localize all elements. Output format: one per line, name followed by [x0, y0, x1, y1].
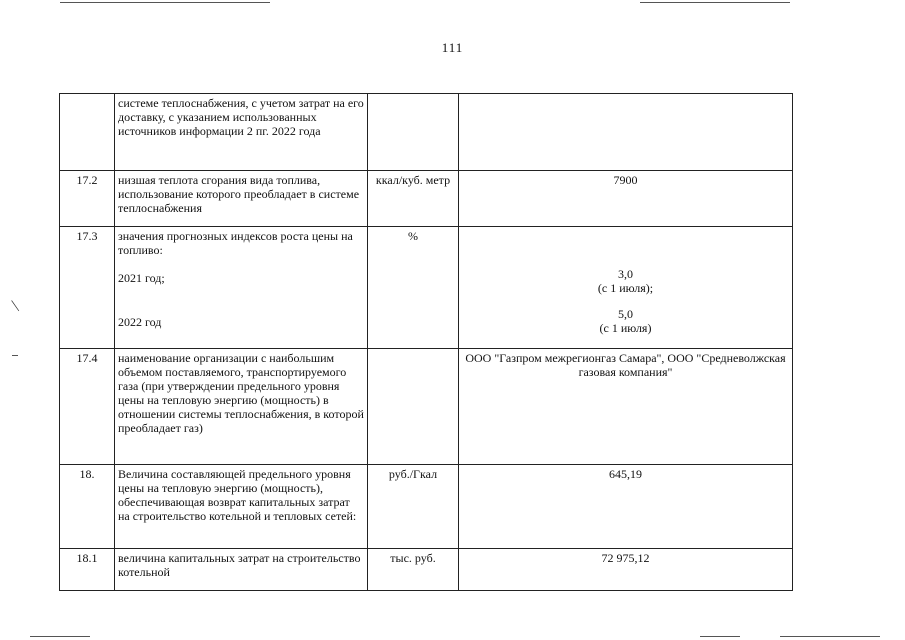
row-description: Величина составляющей предельного уровня цены на тепловую энергию (мощность), обеспечивающая возврат капитальных затрат на строительство котельной и тепловых сетей: [115, 465, 368, 549]
sub-item-note: (с 1 июля); [597, 281, 654, 295]
table-row [60, 349, 793, 465]
sub-item-value: 5,0 [618, 307, 633, 321]
row-unit [368, 349, 459, 465]
row-unit: руб./Гкал [368, 465, 459, 549]
row-number: 18. [60, 465, 115, 549]
row-description [115, 227, 368, 349]
row-number: 17.2 [60, 171, 115, 227]
page-number: 111 [441, 40, 464, 55]
row-value: 645,19 [459, 465, 793, 549]
row-number: 17.3 [60, 227, 115, 349]
row-description: низшая теплота сгорания вида топлива, использование которого преобладает в системе теплоснабжения [115, 171, 368, 227]
scan-artifact [60, 2, 270, 3]
row-number [60, 94, 115, 171]
row-value [459, 94, 793, 171]
scan-artifact: | [9, 298, 21, 313]
row-number: 18.1 [60, 549, 115, 591]
sub-item-value: 3,0 [618, 267, 633, 281]
table-row [60, 227, 793, 349]
table-row [60, 549, 793, 591]
row-unit [368, 94, 459, 171]
sub-item-note: (с 1 июля) [599, 321, 652, 335]
table-row [60, 94, 793, 171]
tariff-table [59, 93, 793, 591]
scan-artifact [700, 636, 740, 637]
sub-item-label: 2022 год [118, 315, 162, 329]
scan-artifact [30, 636, 90, 637]
sub-item-label: 2021 год; [118, 271, 165, 285]
scan-artifact [780, 636, 880, 637]
scan-artifact [12, 355, 18, 356]
row-description-text: значения прогнозных индексов роста цены на топливо: [118, 229, 353, 257]
row-number: 17.4 [60, 349, 115, 465]
row-value: 72 975,12 [459, 549, 793, 591]
row-value [459, 227, 793, 349]
row-unit: тыс. руб. [368, 549, 459, 591]
table-row [60, 171, 793, 227]
row-value: ООО "Газпром межрегионгаз Самара", ООО "Средневолжская газовая компания" [459, 349, 793, 465]
row-unit: % [368, 227, 459, 349]
row-unit: ккал/куб. метр [368, 171, 459, 227]
row-value: 7900 [459, 171, 793, 227]
row-description: величина капитальных затрат на строительство котельной [115, 549, 368, 591]
row-description: наименование организации с наибольшим объемом поставляемого, транспортируемого газа (при утверждении предельного уровня цены на тепловую энергию (мощность) в отношении системы теплоснабжения, в которой преобладает газ) [115, 349, 368, 465]
table-row [60, 465, 793, 549]
scan-artifact [640, 2, 790, 3]
row-description: системе теплоснабжения, с учетом затрат на его доставку, с указанием использованных источников информации 2 пг. 2022 года [115, 94, 368, 171]
